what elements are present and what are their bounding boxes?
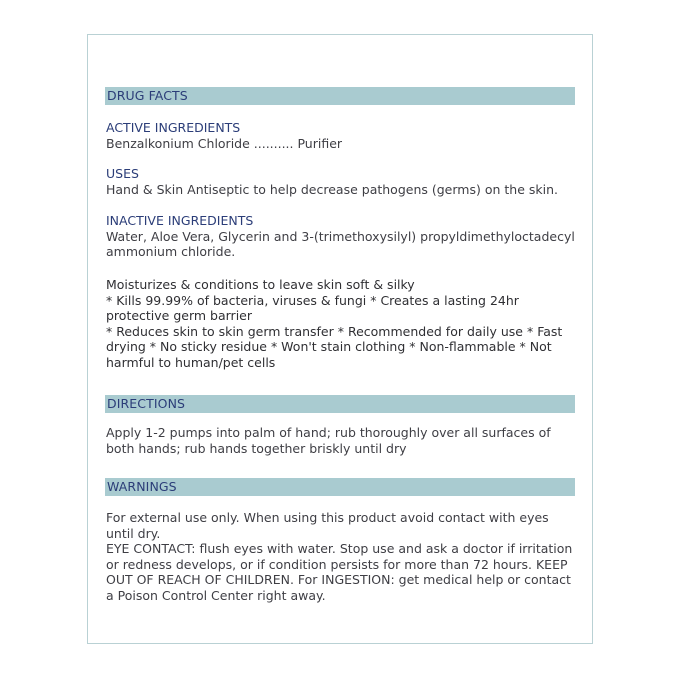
uses-text: Hand & Skin Antiseptic to help decrease pathogens (germs) on the skin.: [106, 181, 558, 197]
directions-block: [106, 425, 576, 456]
warnings-line-1: For external use only. When using this product avoid contact with eyes until dry.: [106, 510, 549, 541]
inactive-ingredients-heading: INACTIVE INGREDIENTS: [106, 213, 254, 228]
uses-heading: USES: [106, 166, 139, 181]
claims-line-2: * Kills 99.99% of bacteria, viruses & fungi * Creates a lasting 24hr protective germ barrier: [106, 292, 519, 324]
directions-header: DIRECTIONS: [105, 395, 575, 413]
inactive-ingredients-text: Water, Aloe Vera, Glycerin and 3-(trimethoxysilyl) propyldimethyloctadecyl ammonium chloride.: [106, 228, 575, 260]
uses-block: [106, 166, 576, 197]
directions-text: Apply 1-2 pumps into palm of hand; rub thoroughly over all surfaces of both hands; rub hands together briskly until dry: [106, 425, 551, 456]
inactive-ingredients-block: [106, 213, 576, 260]
active-ingredients-heading: ACTIVE INGREDIENTS: [106, 120, 241, 135]
active-ingredients-block: [106, 120, 576, 151]
active-ingredients-text: Benzalkonium Chloride .......... Purifier: [106, 135, 343, 151]
product-claims-block: [106, 277, 576, 371]
drug-facts-header: DRUG FACTS: [105, 87, 575, 105]
warnings-line-2: EYE CONTACT: flush eyes with water. Stop use and ask a doctor if irritation or redness develops, or if condition persists for more than 72 hours. KEEP OUT OF REACH OF CHILDREN. For INGESTION: get medical help or contact a Poison Control Center right away.: [106, 541, 573, 603]
claims-line-3: * Reduces skin to skin germ transfer * Recommended for daily use * Fast drying * No sticky residue * Won't stain clothing * Non-flammable * Not harmful to human/pet cells: [106, 323, 563, 370]
claims-line-1: Moisturizes & conditions to leave skin soft & silky: [106, 277, 415, 292]
warnings-header: WARNINGS: [105, 478, 575, 496]
warnings-block: [106, 510, 576, 604]
